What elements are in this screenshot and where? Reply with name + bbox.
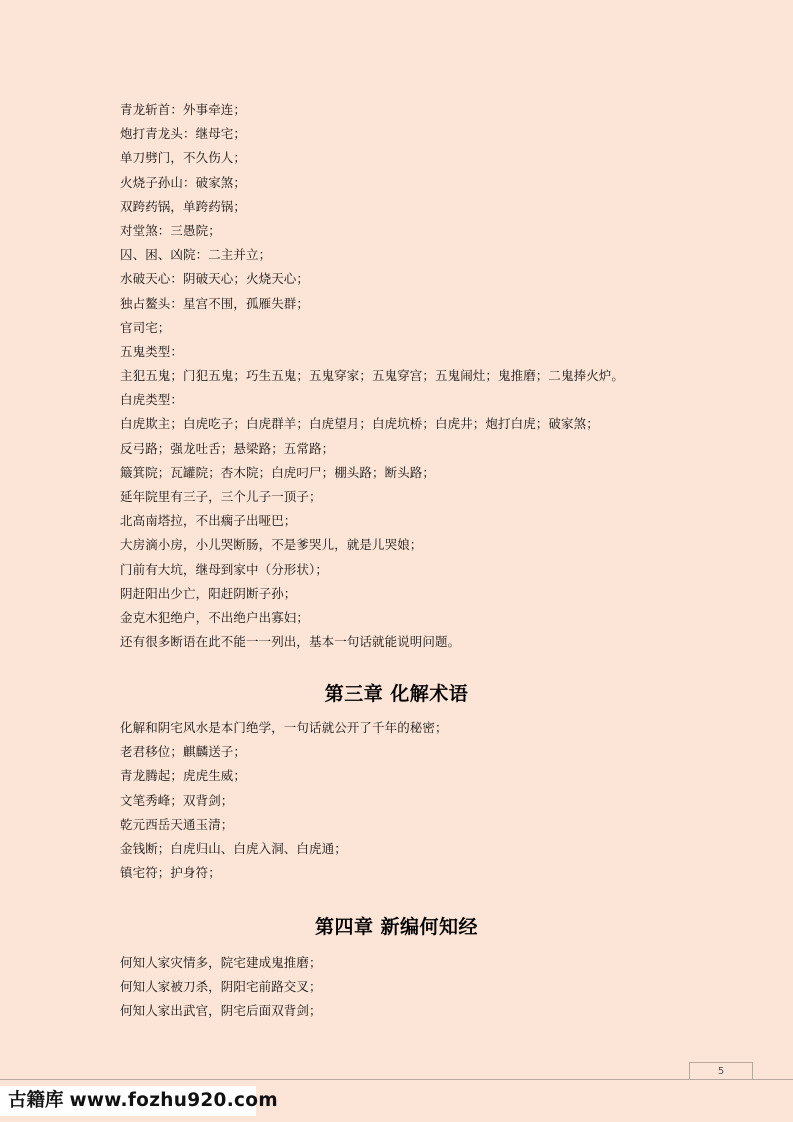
text-line: 文笔秀峰；双背剑； (120, 792, 234, 808)
text-line: 火烧子孙山：破家煞； (120, 174, 247, 190)
text-line: 金钱断；白虎归山、白虎入洞、白虎通； (120, 840, 347, 856)
footer-rule (0, 1079, 793, 1080)
text-line: 炮打青龙头：继母宅； (120, 126, 247, 142)
text-line: 白虎欺主；白虎吃子；白虎群羊；白虎望月；白虎坑桥；白虎井；炮打白虎；破家煞； (120, 416, 599, 432)
watermark-url: www.fozhu920.com (69, 1090, 278, 1111)
chapter-3-heading: 第三章 化解术语 (324, 683, 469, 705)
text-line: 青龙斩首：外事牵连； (120, 102, 247, 117)
text-line: 何知人家出武官，阴宅后面双背剑； (120, 1003, 322, 1019)
body-text-section-3 (120, 951, 680, 1024)
page-number: 5 (689, 1062, 753, 1080)
text-line: 白虎类型： (120, 392, 184, 408)
text-line: 五鬼类型： (120, 343, 184, 359)
text-line: 独占鳌头：星宫不围，孤雁失群； (120, 295, 310, 311)
text-line: 对堂煞：三愚院； (120, 222, 221, 238)
text-line: 乾元西岳天通玉清； (120, 816, 234, 832)
text-line: 青龙腾起；虎虎生威； (120, 768, 247, 784)
text-line: 镇宅符；护身符； (120, 865, 221, 881)
text-line: 延年院里有三子，三个儿子一顶子； (120, 489, 322, 504)
text-line: 北高南塔拉，不出瘸子出哑巴； (120, 513, 297, 529)
body-text-section-1 (120, 98, 680, 654)
text-line: 还有很多断语在此不能一一列出，基本一句话就能说明问题。 (120, 634, 461, 650)
text-line: 双跨药锅，单跨药锅； (120, 198, 247, 214)
text-line: 反弓路；强龙吐舌；悬梁路；五常路； (120, 440, 335, 456)
watermark-name: 古籍库 (8, 1090, 64, 1111)
text-line: 官司宅； (120, 319, 171, 335)
body-text-section-2 (120, 716, 680, 885)
text-line: 簸箕院；瓦罐院；杏木院；白虎叼尸；棚头路；断头路； (120, 464, 436, 480)
text-line: 囚、困、凶院：二主并立； (120, 247, 272, 263)
text-line: 阴赶阳出少亡，阳赶阴断子孙； (120, 585, 297, 601)
chapter-4-heading: 第四章 新编何知经 (314, 916, 479, 938)
watermark-banner (0, 1086, 278, 1116)
text-line: 金克木犯绝户，不出绝户出寡妇； (120, 609, 310, 625)
text-line: 门前有大坑，继母到家中（分形状）； (120, 561, 328, 577)
text-line: 何知人家灾情多，院宅建成鬼推磨； (120, 955, 322, 970)
text-line: 化解和阴宅风水是本门绝学，一句话就公开了千年的秘密； (120, 720, 448, 735)
text-line: 主犯五鬼；门犯五鬼；巧生五鬼；五鬼穿家；五鬼穿宫；五鬼闹灶；鬼推磨；二鬼捧火炉。 (120, 368, 625, 384)
text-line: 水破天心：阴破天心；火烧天心； (120, 271, 310, 287)
text-line: 老君移位；麒麟送子； (120, 744, 247, 760)
text-line: 单刀劈门，不久伤人； (120, 150, 247, 166)
text-line: 何知人家被刀杀，阴阳宅前路交叉； (120, 979, 322, 995)
text-line: 大房滴小房，小儿哭断肠，不是爹哭儿，就是儿哭娘； (120, 537, 423, 553)
